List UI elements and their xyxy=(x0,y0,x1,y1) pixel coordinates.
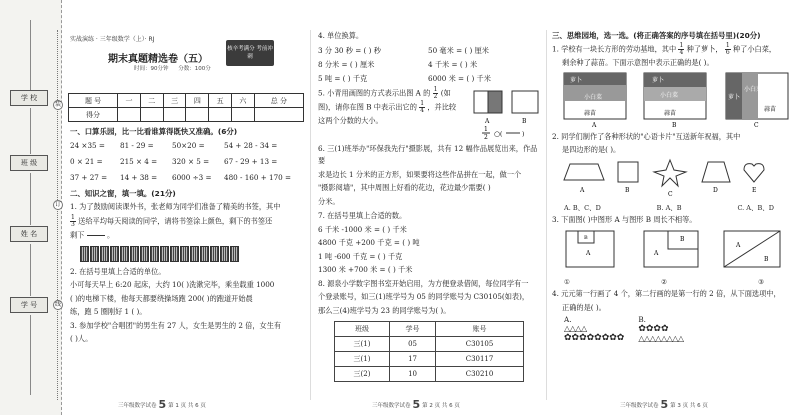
shape-option[interactable]: A xyxy=(580,186,585,194)
figure-a-label: A xyxy=(485,117,490,125)
square-shape xyxy=(618,162,638,182)
q3-text: ( )人。 xyxy=(70,334,93,343)
bookmark-item[interactable] xyxy=(220,246,229,262)
q4-option-b[interactable] xyxy=(638,315,683,343)
figure-b-label: B xyxy=(522,117,527,125)
q4-option-a[interactable] xyxy=(564,315,624,343)
calc-item: 320 × 5 = xyxy=(172,157,210,166)
fig-option[interactable]: C xyxy=(754,121,759,129)
figure-1-b: B xyxy=(584,235,588,241)
shape-option[interactable]: C xyxy=(668,190,673,198)
score-header: 总 分 xyxy=(254,94,303,108)
bookmark-item[interactable] xyxy=(120,246,129,262)
kite-shape xyxy=(702,162,730,182)
footer-text: 三年级数学试卷 xyxy=(620,403,659,409)
q4-text: 4. 元元第一行画了 4 个，第二行画的是第一行的 2 倍，从下面选项中， xyxy=(552,289,781,298)
fig-c-cabbage xyxy=(742,73,758,119)
q7-row: 4800 千克 +200 千克 = ( ) 吨 xyxy=(318,238,420,247)
fraction-a-denominator: 2 xyxy=(484,133,488,141)
figure-3 xyxy=(724,231,780,267)
bookmark-item[interactable] xyxy=(130,246,139,262)
score-row-label: 得分 xyxy=(69,108,118,122)
q8-text: 8. 源泉小学数字图书室开始启用，为方便登录借阅，每位同学有一 xyxy=(318,278,529,288)
score-cell[interactable] xyxy=(209,108,232,122)
fig-label: 小白菜 xyxy=(584,93,603,101)
series-label: 实战演练 · 三年级数学（上）· RJ xyxy=(70,36,155,43)
q6-text: 分米。 xyxy=(318,196,340,206)
bookmark-item[interactable] xyxy=(210,246,219,262)
acct-header: 账号 xyxy=(436,322,524,337)
calc-item: 50×20 = xyxy=(172,141,205,150)
triangle-row: △△△△ xyxy=(564,324,587,333)
figure-a-shaded xyxy=(488,91,502,113)
bookmark-item[interactable] xyxy=(80,246,89,262)
q5-figures xyxy=(472,87,542,141)
footer-text: 第 2 页 共 6 页 xyxy=(422,403,460,409)
q1-figures xyxy=(560,71,796,129)
q5-part: 图)，请你在图 B 中表示出它的 xyxy=(318,102,417,111)
q1-part: 种了萝卜， xyxy=(686,44,723,54)
score-cell[interactable] xyxy=(118,108,141,122)
figure-2-a: A xyxy=(654,250,659,257)
q1-text: 1. 为了鼓励阅读课外书，张老师为同学们准备了精美的书签，其中 xyxy=(70,202,281,211)
footer-number: 5 xyxy=(412,398,421,411)
q1-text: 剩下 xyxy=(70,230,85,239)
score-cell[interactable] xyxy=(140,108,163,122)
class-label: 班 级 xyxy=(10,155,48,171)
answer-paren[interactable]: ( xyxy=(500,130,503,138)
name-label: 姓 名 xyxy=(10,226,48,242)
unit-item: 50 毫米 = ( ) 厘米 xyxy=(428,45,489,55)
calc-item: 81 - 29 = xyxy=(120,141,154,150)
denominator: 6 xyxy=(725,49,730,56)
strip-line xyxy=(30,315,31,395)
figure-3-a: A xyxy=(736,242,741,249)
q2-text: 是四边形的是( )。 xyxy=(562,145,621,154)
cut-mark: 订 xyxy=(54,201,61,208)
exam-meta xyxy=(134,64,219,72)
score-header: 二 xyxy=(140,94,163,108)
q3-figures xyxy=(558,227,794,273)
bookmark-item[interactable] xyxy=(90,246,99,262)
numerator: 1 xyxy=(71,213,75,221)
footer-text: 三年级数学试卷 xyxy=(118,403,157,409)
answer-fraction-blank[interactable] xyxy=(87,229,105,242)
bookmark-item[interactable] xyxy=(170,246,179,262)
figure-2-b: B xyxy=(680,236,685,243)
calc-item: 67 - 29 + 13 = xyxy=(224,157,278,166)
q2-text: 小可每天早上 6:20 起床，大约 10( )洗漱完毕，乘坐载重 1000 xyxy=(70,280,275,289)
q1-part: 1. 学校有一块长方形的劳动基地，其中 xyxy=(552,44,677,54)
shape-option[interactable]: B xyxy=(625,186,630,194)
q2-choices xyxy=(564,203,774,212)
score-header: 三 xyxy=(163,94,186,108)
fraction-a-numerator: 1 xyxy=(484,125,488,133)
section-2-heading: 二、知识之窗，填一填。(21分) xyxy=(70,189,176,198)
shape-option[interactable]: D xyxy=(713,186,718,194)
q2-text: 2. 同学们制作了各种形状的"心语卡片"互送新年祝福，其中 xyxy=(552,131,741,141)
school-label: 学 校 xyxy=(10,90,48,106)
numerator: 1 xyxy=(725,42,730,49)
question-text xyxy=(70,229,302,242)
q3-text: 3. 下面图( )中图形 A 与图形 B 周长不相等。 xyxy=(552,214,697,224)
cut-mark: 线 xyxy=(54,301,61,308)
acct-cell: C30117 xyxy=(436,352,524,367)
score-header: 题 号 xyxy=(69,94,118,108)
score-header: 六 xyxy=(232,94,255,108)
fig-label: 萝卜 xyxy=(652,76,665,84)
unit-item: 6000 米 = ( ) 千米 xyxy=(428,73,491,83)
figure-a-left xyxy=(474,91,488,113)
acct-cell: C30105 xyxy=(436,337,524,352)
numerator: 1 xyxy=(679,42,684,49)
denominator: 2 xyxy=(433,92,438,100)
choice[interactable]: C. A、B、D xyxy=(737,203,774,212)
page-footer xyxy=(118,398,206,411)
q5-text: 这两个分数的大小。 xyxy=(318,115,383,125)
acct-cell: C30210 xyxy=(436,367,524,382)
section-1-heading: 一、口算乐园，比一比看谁算得既快又准确。(6分) xyxy=(70,127,238,136)
bookmark-item[interactable] xyxy=(230,246,239,262)
q4-text: 正确的是( )。 xyxy=(562,302,606,312)
figure-b xyxy=(512,91,538,113)
flower-row: ✿✿✿✿ xyxy=(638,324,669,334)
page-divider xyxy=(310,30,311,400)
bookmark-item[interactable] xyxy=(160,246,169,262)
heart-shape xyxy=(744,163,764,181)
calc-item: 0 × 21 = xyxy=(70,157,103,166)
score-cell[interactable] xyxy=(163,108,186,122)
q5-part: 5. 小青用画图的方式表示出图 A 的 xyxy=(318,88,431,97)
answer-paren[interactable]: ) xyxy=(522,130,525,138)
acct-cell: 三(1) xyxy=(335,337,390,352)
option-label: A. xyxy=(564,315,572,324)
star-shape xyxy=(654,160,686,186)
option-label: B. xyxy=(638,315,646,324)
figure-1 xyxy=(566,231,614,267)
q2-text: 2. 在括号里填上合适的单位。 xyxy=(70,266,166,276)
footer-text: 第 3 页 共 6 页 xyxy=(670,403,708,409)
choice[interactable]: ② xyxy=(661,278,667,286)
q2-text: 练，跑 5 圈刚好 1 ( )。 xyxy=(70,307,147,316)
denominator: 4 xyxy=(420,106,425,114)
score-header: 五 xyxy=(209,94,232,108)
q6-text: "摄影阅墙"，其中周围上好看的花边，花边最少需要( ) xyxy=(318,183,491,192)
score-cell[interactable] xyxy=(232,108,255,122)
page-divider xyxy=(546,30,547,400)
fig-a-cabbage xyxy=(564,85,626,93)
unit-item: 3 分 30 秒 = ( ) 秒 xyxy=(318,45,381,55)
page3-body xyxy=(552,30,790,343)
bookmark-item[interactable] xyxy=(110,246,119,262)
denominator: 4 xyxy=(679,49,684,56)
page-footer xyxy=(620,398,708,411)
page-footer xyxy=(372,398,460,411)
page2-body xyxy=(318,30,540,382)
bookmark-row xyxy=(80,246,302,262)
calc-item: 37 + 27 = xyxy=(70,173,108,182)
compare-circle[interactable]: ○ xyxy=(494,129,501,138)
page-title: 期末真题精选卷（五） xyxy=(108,54,208,65)
acct-cell: 05 xyxy=(390,337,436,352)
fraction xyxy=(725,43,731,56)
q4-options xyxy=(564,315,790,343)
fig-label: 小白菜 xyxy=(744,85,763,93)
flower-row: ✿✿✿✿✿✿✿✿ xyxy=(564,333,625,343)
fraction xyxy=(678,43,684,56)
numerator: 1 xyxy=(433,85,438,93)
strip-line xyxy=(30,244,31,296)
page1-body xyxy=(70,122,302,347)
fig-label: 萝卜 xyxy=(570,76,583,84)
calc-item: 54 + 28 - 34 = xyxy=(224,141,278,150)
footer-text: 第 1 页 共 6 页 xyxy=(168,403,206,409)
stamp-badge: 核辛考满分 考前冲刺 xyxy=(226,40,274,66)
bookmark-item[interactable] xyxy=(190,246,199,262)
q8-text: 那么三(4)班学号为 23 的同学账号为( )。 xyxy=(318,305,451,315)
choice[interactable]: ③ xyxy=(758,278,764,286)
q5-text xyxy=(318,87,468,100)
fig-label: 蒜苗 xyxy=(584,109,597,117)
figure-1-a: A xyxy=(586,250,591,257)
calc-item: 24 ×35 = xyxy=(70,141,105,150)
triangle-row: △△△△△△△△ xyxy=(638,334,684,343)
binding-strip xyxy=(0,0,62,415)
score-header: 四 xyxy=(186,94,209,108)
figure-2 xyxy=(644,231,698,267)
q5-text xyxy=(318,101,468,114)
q5-block xyxy=(318,87,540,143)
acct-cell: 17 xyxy=(390,352,436,367)
cut-mark: 装 xyxy=(54,101,61,108)
unit-item: 8 分米 = ( ) 厘米 xyxy=(318,59,375,69)
mental-calc-grid xyxy=(70,139,302,184)
calc-item: 215 × 4 = xyxy=(120,157,158,166)
choice[interactable]: A. B、C、D xyxy=(564,203,601,212)
choice[interactable]: ① xyxy=(564,278,570,286)
fig-label: 小白菜 xyxy=(660,91,679,99)
unit-item: 5 吨 = ( ) 千克 xyxy=(318,73,368,83)
strip-line xyxy=(30,20,31,90)
account-table xyxy=(334,321,524,382)
footer-number: 5 xyxy=(660,398,669,411)
q7-row: 6 千米 -1000 米 = ( ) 千米 xyxy=(318,224,407,234)
time-label: 时间：90分钟 xyxy=(134,66,169,72)
q1-part: 种了小白菜， xyxy=(732,44,777,54)
fig-label: 蒜苗 xyxy=(664,109,677,117)
figure-3-b: B xyxy=(764,256,769,263)
fig-option[interactable]: A xyxy=(592,121,597,129)
calc-item: 14 + 38 = xyxy=(120,173,158,182)
q5-part: ，并比较 xyxy=(427,102,457,111)
fraction xyxy=(70,215,76,228)
q6-text: 6. 三(1)班举办"环保我先行"摄影展，共有 12 幅作品展览出来，作品要 xyxy=(318,143,538,165)
q2-shapes xyxy=(558,158,794,198)
fraction xyxy=(433,87,439,100)
fraction xyxy=(419,101,425,114)
bookmark-item[interactable] xyxy=(150,246,159,262)
score-table xyxy=(68,93,304,122)
strip-line xyxy=(30,173,31,225)
q7-title: 7. 在括号里填上合适的数。 xyxy=(318,211,407,220)
q4-title: 4. 单位换算。 xyxy=(318,31,364,40)
q8-text: 个登录账号，如三(1)班学号为 05 的同学账号为 C30105(如表)， xyxy=(318,292,530,301)
q1-text: 送给平均每天阅读的同学，请将书签涂上颜色，剩下的书签还 xyxy=(78,216,273,225)
bookmark-item[interactable] xyxy=(200,246,209,262)
question-text xyxy=(70,215,302,228)
q7-row: 1 吨 -600 千克 = ( ) 千克 xyxy=(318,251,403,261)
acct-cell: 三(2) xyxy=(335,367,390,382)
student-id-label: 学 号 xyxy=(10,297,48,313)
q3-options xyxy=(564,278,764,286)
fig-label: 萝卜 xyxy=(728,93,741,101)
bookmark-item[interactable] xyxy=(180,246,189,262)
shape-option[interactable]: E xyxy=(752,186,757,194)
fig-label: 蒜苗 xyxy=(764,105,777,113)
unit-conversion-grid xyxy=(318,44,540,85)
denominator: 3 xyxy=(71,220,75,228)
trapezoid-shape xyxy=(564,164,604,180)
question-text xyxy=(70,201,302,214)
strip-line xyxy=(30,108,31,154)
acct-cell: 10 xyxy=(390,367,436,382)
score-label: 分数：100分 xyxy=(178,66,211,72)
q6-text: 求是边长 1 分米的正方形，如果要将这些作品拼在一起，做一个 xyxy=(318,169,522,179)
calc-item: 480 - 160 + 170 = xyxy=(224,173,292,182)
q1-text: 。 xyxy=(106,230,115,239)
footer-text: 三年级数学试卷 xyxy=(372,403,411,409)
cut-line xyxy=(57,30,58,400)
section-3-heading: 三、思维园地，选一选。(将正确答案的序号填在括号里)(20分) xyxy=(552,31,761,40)
score-cell[interactable] xyxy=(254,108,303,122)
q3-text: 3. 参加学校"合唱团"的男生有 27 人，女生是男生的 2 倍，女生有 xyxy=(70,320,282,330)
q7-row: 1300 米 +700 米 = ( ) 千米 xyxy=(318,265,413,274)
footer-number: 5 xyxy=(158,398,167,411)
acct-cell: 三(1) xyxy=(335,352,390,367)
acct-header: 班级 xyxy=(335,322,390,337)
bookmark-item[interactable] xyxy=(100,246,109,262)
score-header: 一 xyxy=(118,94,141,108)
score-cell[interactable] xyxy=(186,108,209,122)
q1-text xyxy=(552,43,790,56)
q1-text: 剩余种了蒜苗。下面示意图中表示正确的是( )。 xyxy=(562,58,714,67)
q5-part: (如 xyxy=(440,88,451,97)
bookmark-item[interactable] xyxy=(140,246,149,262)
numerator: 1 xyxy=(420,99,425,107)
calc-item: 6000 ÷3 = xyxy=(172,173,212,182)
unit-item: 4 千米 = ( ) 米 xyxy=(428,59,478,69)
q2-text: ( )的电梯下楼，他每天都要绕操场跑 200( )的跑道开始晨 xyxy=(70,293,253,303)
choice[interactable]: B. A、B xyxy=(656,203,682,212)
acct-header: 学号 xyxy=(390,322,436,337)
fig-option[interactable]: B xyxy=(672,121,677,129)
